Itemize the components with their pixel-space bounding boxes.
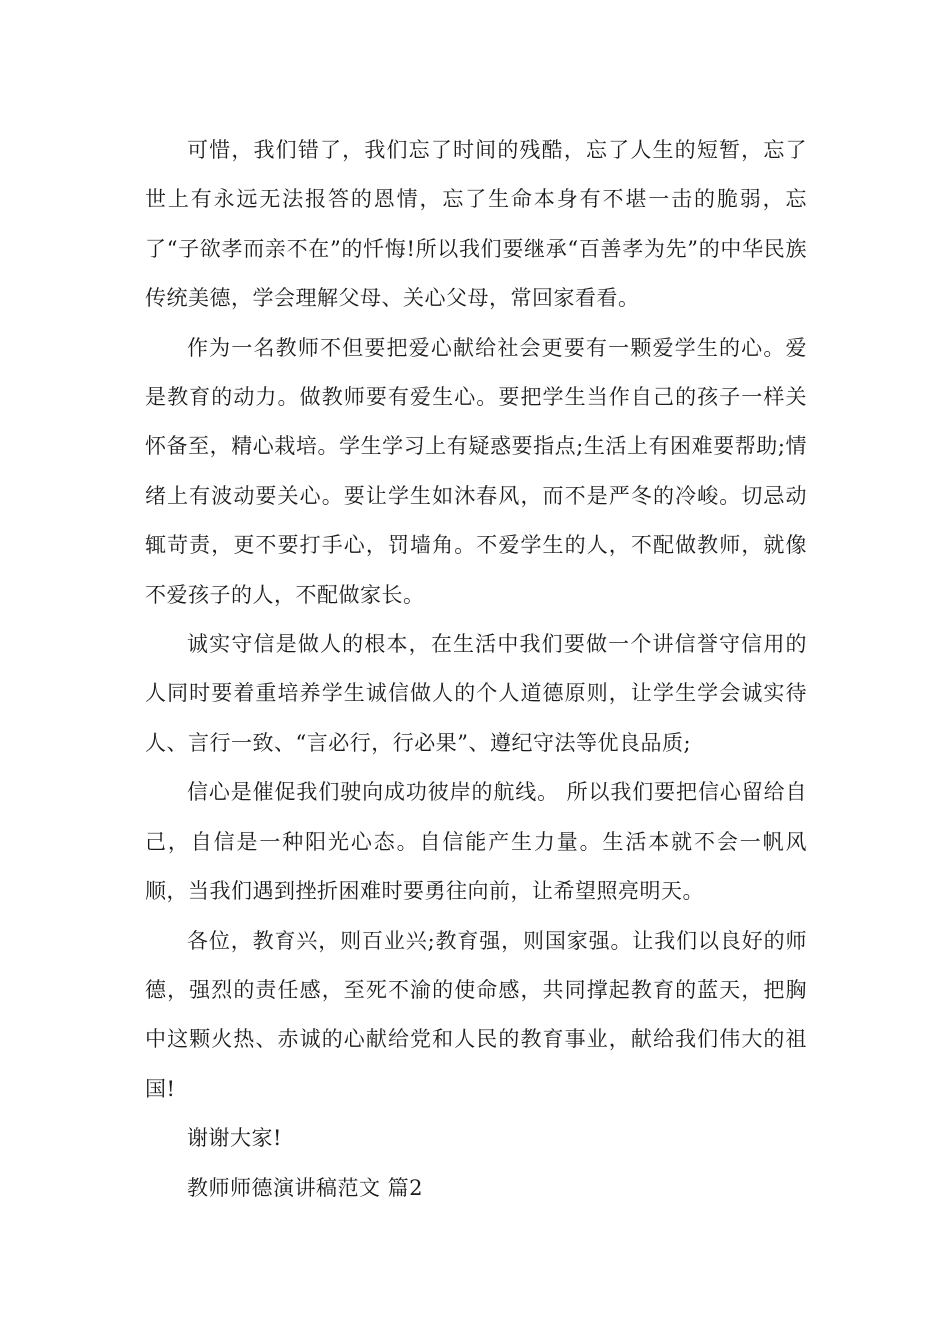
document-body [145, 126, 807, 1213]
paragraph-honesty: 诚实守信是做人的根本，在生活中我们要做一个讲信誉守信用的人同时要着重培养学生诚信做人的个人道德原则，让学生学会诚实待人、言行一致、“言必行，行必果”、遵纪守法等优良品质; [145, 632, 807, 755]
paragraph-thanks: 谢谢大家! [187, 1126, 282, 1151]
section-heading-part-2: 教师师德演讲稿范文 篇2 [187, 1175, 424, 1200]
paragraph-conclusion: 各位，教育兴，则百业兴;教育强，则国家强。让我们以良好的师德，强烈的责任感，至死不渝的使命感，共同撑起教育的蓝天，把胸中这颗火热、赤诚的心献给党和人民的教育事业，献给我们伟大的祖国! [145, 928, 807, 1101]
paragraph-love-students: 作为一名教师不但要把爱心献给社会更要有一颗爱学生的心。爱是教育的动力。做教师要有爱生心。要把学生当作自己的孩子一样关怀备至，精心栽培。学生学习上有疑惑要指点;生活上有困难要帮助;情绪上有波动要关心。要让学生如沐春风，而不是严冬的冷峻。切忌动辄苛责，更不要打手心，罚墙角。不爱学生的人，不配做教师，就像不爱孩子的人，不配做家长。 [145, 335, 807, 607]
paragraph-filial-piety: 可惜，我们错了，我们忘了时间的残酷，忘了人生的短暂，忘了世上有永远无法报答的恩情，忘了生命本身有不堪一击的脆弱，忘了“子欲孝而亲不在”的忏悔!所以我们要继承“百善孝为先”的中华民族传统美德，学会理解父母、关心父母，常回家看看。 [145, 138, 807, 311]
paragraph-confidence: 信心是催促我们驶向成功彼岸的航线。 所以我们要把信心留给自己，自信是一种阳光心态。自信能产生力量。生活本就不会一帆风顺，当我们遇到挫折困难时要勇往向前，让希望照亮明天。 [145, 780, 807, 904]
